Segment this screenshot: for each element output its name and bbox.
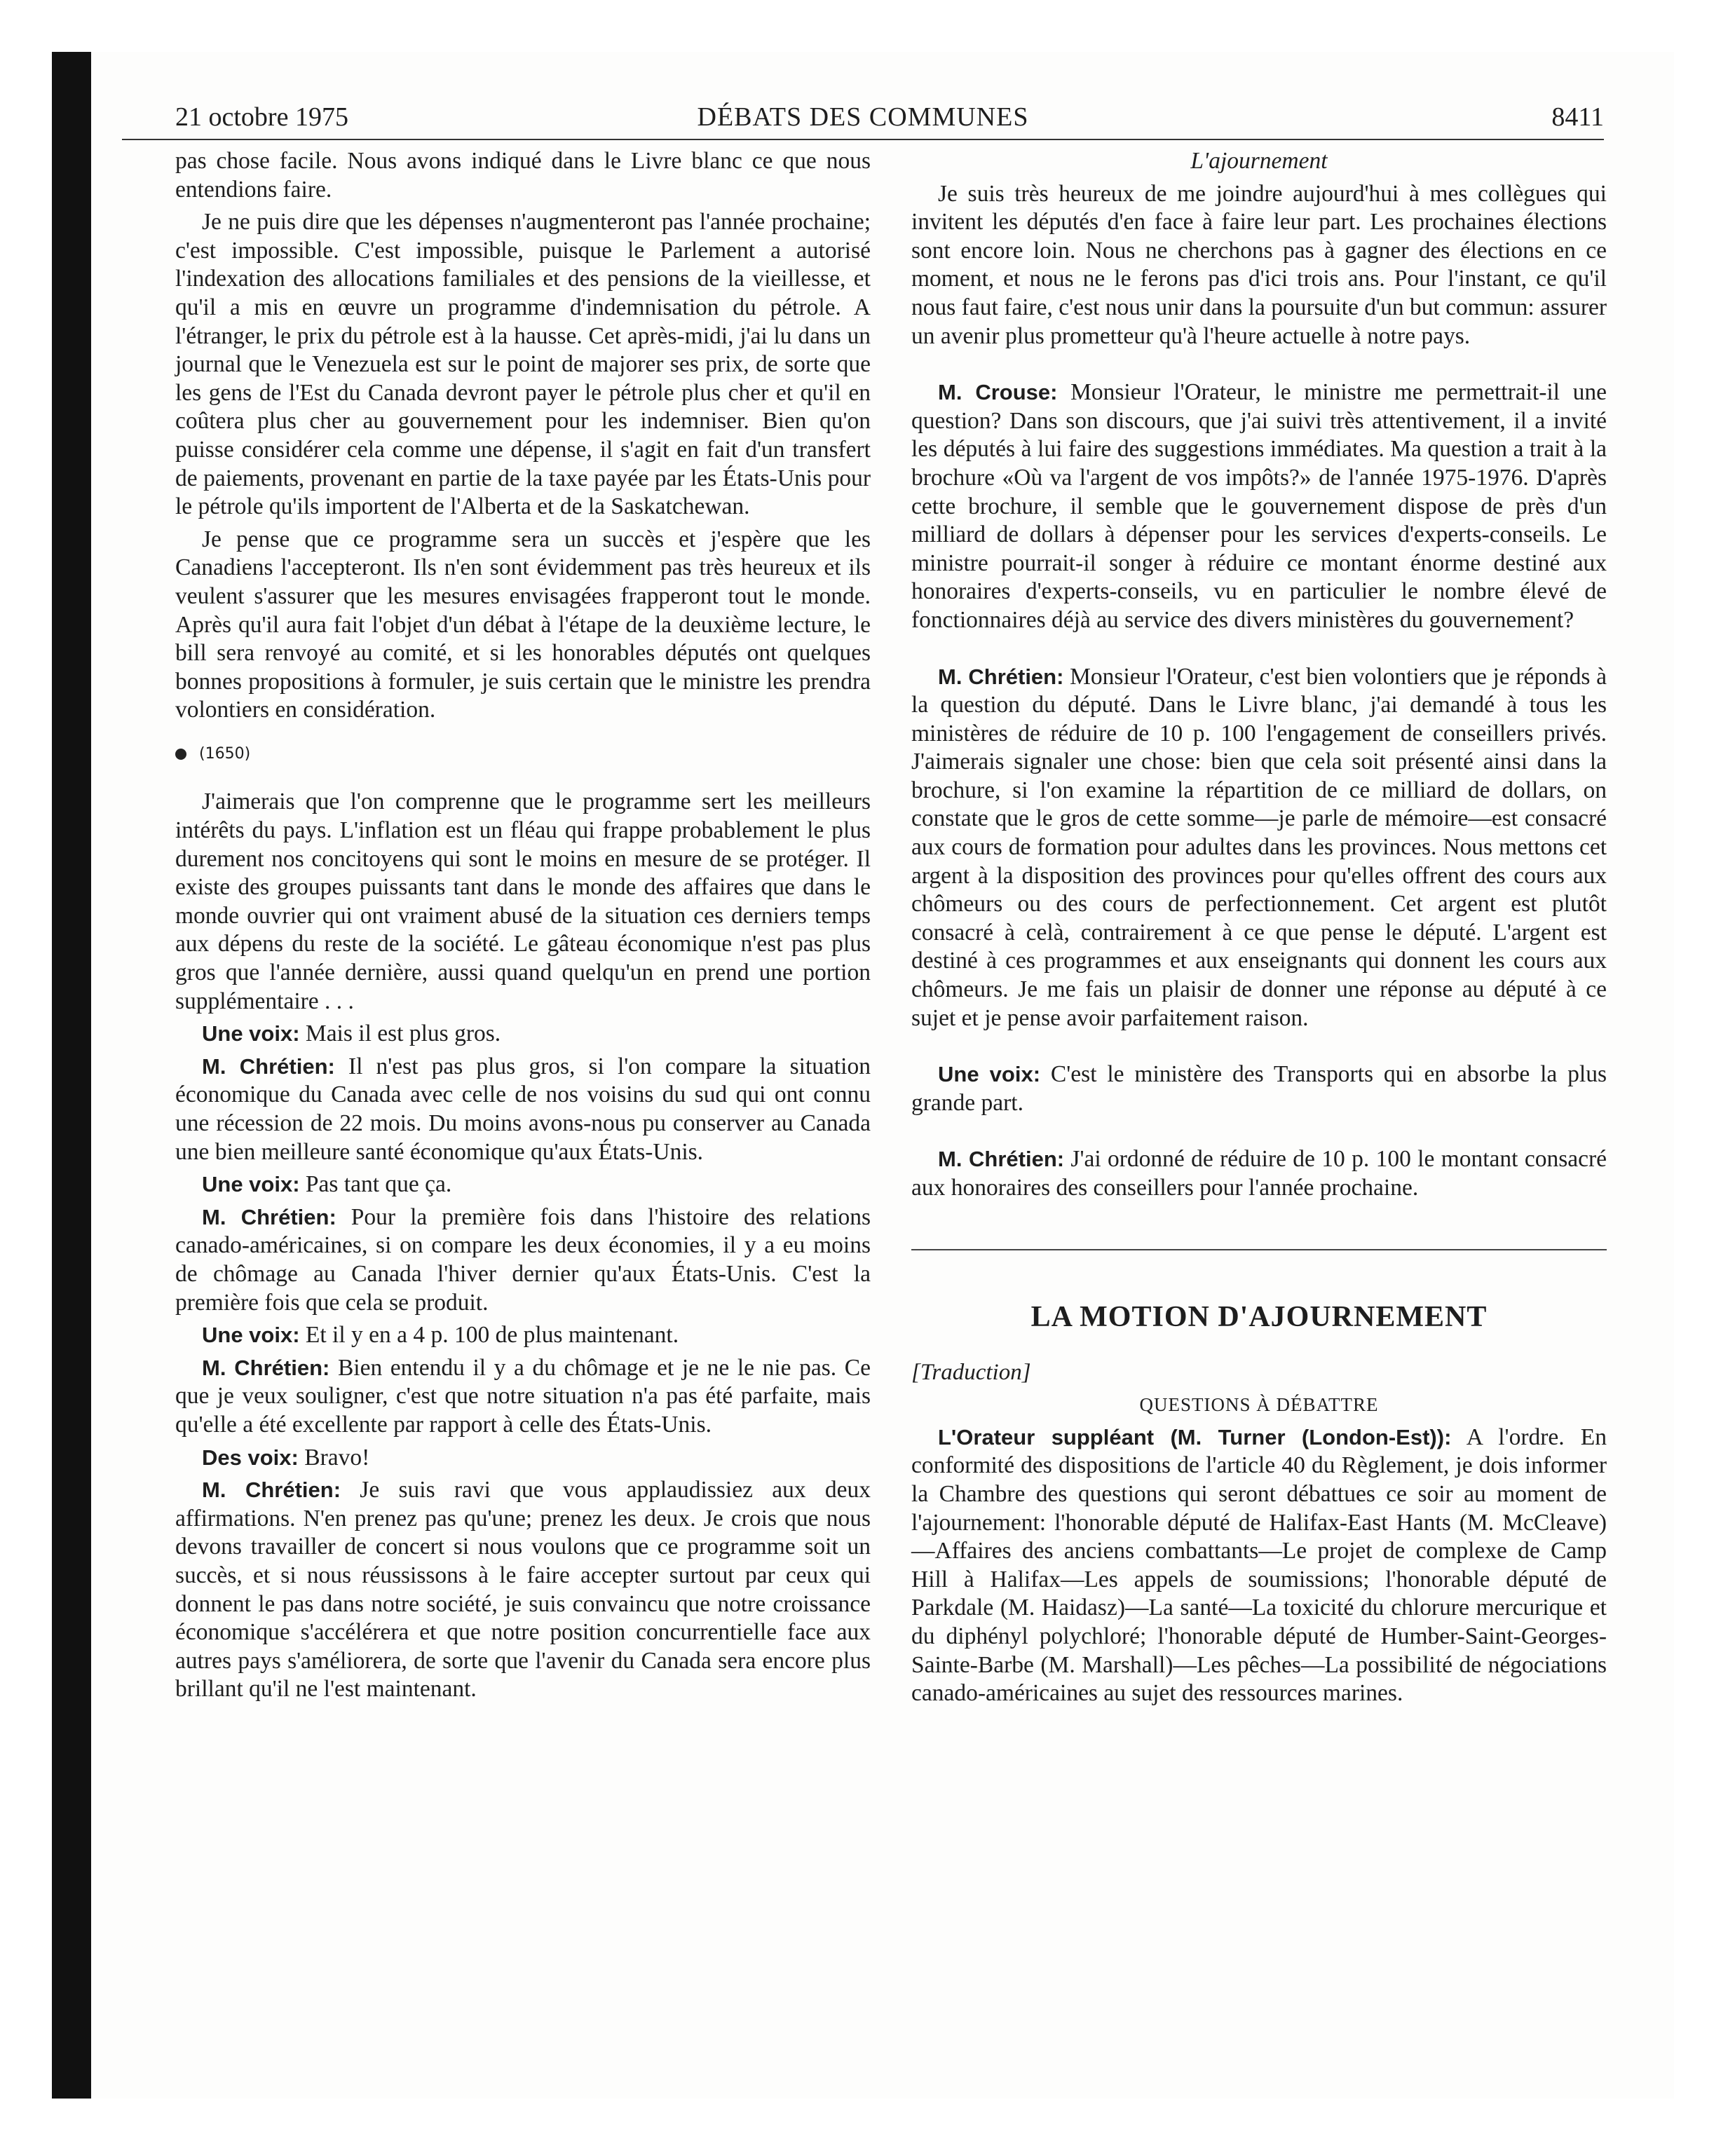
header-title: DÉBATS DES COMMUNES <box>697 102 1029 132</box>
right-column <box>911 147 1607 1712</box>
speech <box>911 1060 1607 1117</box>
speech <box>911 663 1607 1033</box>
speaker: Une voix: <box>202 1323 300 1348</box>
bullet-icon <box>175 749 186 760</box>
speech-text: Monsieur l'Orateur, c'est bien volontiers que je réponds à la question du député. Dans le Livre blanc, j'ai demandé à tous les ministères de réduire de 10 p. 100 l'engagement de conseillers privés. J'aimerais signaler une chose: bien que cela soit présenté ainsi dans la brochure, si l'on examine la répartition de ce milliard de dollars, on constate que le gros de cette somme—je parle de mémoire—est consacré aux cours de formation pour adultes dans les provinces. Nous mettons cet argent à la disposition des provinces pour qu'elles offrent des cours aux chômeurs ou des cours de perfectionnement. Cet argent est plutôt consacré à celà, contrairement à ce que pense le député. L'argent est destiné à ces programmes et aux enseignants qui donnent les cours aux chômeurs. Je me fais un plaisir de donner une réponse au député à ce sujet et je pense avoir parfaitement raison. <box>911 663 1607 1031</box>
speaker: Une voix: <box>202 1021 300 1046</box>
speaker: M. Chrétien: <box>202 1204 336 1229</box>
speech-text: Bien entendu il y a du chômage et je ne le nie pas. Ce que je veux souligner, c'est que notre situation n'a pas été parfaite, mais qu'elle a été excellente par rapport à celle des États-Unis. <box>175 1354 871 1438</box>
translation-note: [Traduction] <box>911 1359 1031 1385</box>
speech-text: Et il y en a 4 p. 100 de plus maintenant. <box>299 1322 679 1349</box>
paragraph: Je suis très heureux de me joindre aujourd'hui à mes collègues qui invitent les députés d'en face à faire leur part. Les prochaines élections sont encore loin. Nous ne cherchons pas à gagner des élections en ce moment, et nous ne le ferons pas d'ici trois ans. Pour l'instant, ce qu'il nous faut faire, c'est nous unir dans la poursuite d'un but commun: assurer un avenir plus prometteur qu'à l'heure actuelle à notre pays. <box>911 180 1607 349</box>
speaker: M. Chrétien: <box>938 664 1064 689</box>
speaker: Une voix: <box>938 1062 1041 1087</box>
speech <box>175 1203 871 1317</box>
speech-text: Je suis ravi que vous applaudissiez aux deux affirmations. N'en prenez pas qu'une; prenez les deux. Je crois que nous devons travailler de concert si nous voulons que ce programme soit un succès, et si nous réussissons à le faire accepter surtout par ceux qui donnent le pas dans notre société, je suis convaincu que notre croissance économique s'accélérera et que notre position concurrentielle face aux autres pays s'améliorera, de sorte que l'avenir du Canada sera encore plus brillant qu'il ne l'est maintenant. <box>175 1477 871 1703</box>
speech-text: C'est le ministère des Transports qui en absorbe la plus grande part. <box>911 1061 1607 1116</box>
speech-text: Bravo! <box>298 1444 370 1471</box>
speech-text: A l'ordre. En conformité des dispositions de l'article 40 du Règlement, je dois informer la Chambre des questions qui seront débattues ce soir au moment de l'ajournement: l'honorable député de Halifax-East Hants (M. McCleave)—Affaires des anciens combattants—Le projet de complexe de Camp Hill à Halifax—Les appels de soumissions; l'honorable député de Parkdale (M. Haidasz)—La santé—La toxicité du chlorure mercurique et du diphényl polychloré; l'honorable député de Humber-Saint-Georges-Sainte-Barbe (M. Marshall)—Les pêches—La possibilité de négociations canado-américaines au sujet des ressources marines. <box>911 1424 1607 1707</box>
speaker: M. Chrétien: <box>938 1147 1065 1172</box>
running-head: L'ajournement <box>1190 148 1328 174</box>
speech-text: Pour la première fois dans l'histoire des relations canado-américaines, si on compare les deux économies, il y a eu moins de chômage au Canada l'hiver dernier qu'aux États-Unis. C'est la première fois que cela se produit. <box>175 1203 871 1316</box>
speech <box>175 1053 871 1166</box>
timestamp-marker <box>175 740 871 769</box>
speaker: M. Chrétien: <box>202 1053 335 1079</box>
left-column <box>175 147 871 1708</box>
speech <box>175 1321 871 1350</box>
page-header <box>122 100 1604 140</box>
speaker: L'Orateur suppléant (M. Turner (London-Est)): <box>938 1424 1452 1449</box>
speech-text: Pas tant que ça. <box>299 1171 452 1198</box>
paragraph: Je ne puis dire que les dépenses n'augmenteront pas l'année prochaine; c'est impossible. C'est impossible, puisque le Parlement a autorisé l'indexation des allocations familiales et des pensions de la vieillesse, et qu'il a mis en œuvre un programme d'indemnisation du pétrole. A l'étranger, le prix du pétrole est à la hausse. Cet après-midi, j'ai lu dans un journal que le Venezuela est sur le point de majorer ses prix, de sorte que les gens de l'Est du Canada devront payer le pétrole plus cher et qu'il en coûtera plus cher au gouvernement pour les indemniser. Bien qu'on puisse considérer cela comme une dépense, il s'agit en fait d'un transfert de paiements, provenant en partie de la taxe payée par les États-Unis pour le pétrole qu'ils importent de l'Alberta et de la Saskatchewan. <box>175 209 871 520</box>
speaker: M. Chrétien: <box>202 1478 341 1503</box>
paragraph: Je pense que ce programme sera un succès et j'espère que les Canadiens l'accepteront. Ils n'en sont évidemment pas très heureux et ils veulent s'assurer que les mesures envisagées frapperont tout le monde. Après qu'il aura fait l'objet d'un débat à l'étape de la deuxième lecture, le bill sera renvoyé au comité, et si les honorables députés ont quelques bonnes propositions à formuler, je suis certain que le ministre les prendra volontiers en considération. <box>175 526 871 723</box>
timestamp: (1650) <box>199 744 251 763</box>
speaker: M. Crouse: <box>938 380 1058 405</box>
scan-binding-edge <box>52 52 91 2099</box>
speech <box>911 1145 1607 1202</box>
speaker: Une voix: <box>202 1172 300 1197</box>
header-date: 21 octobre 1975 <box>175 102 348 132</box>
speech <box>911 378 1607 634</box>
paragraph: J'aimerais que l'on comprenne que le programme sert les meilleurs intérêts du pays. L'inflation est un fléau qui frappe probablement le plus durement nos concitoyens qui sont le moins en mesure de se protéger. Il existe des groupes puissants tant dans le monde des affaires que dans le monde ouvrier qui ont vraiment abusé de la situation ces derniers temps aux dépens du reste de la société. Le gâteau économique n'est pas plus gros que l'année dernière, aussi quand quelqu'un en prend une portion supplémentaire . . . <box>175 789 871 1014</box>
subheading: QUESTIONS À DÉBATTRE <box>1139 1394 1379 1416</box>
speech <box>911 1424 1607 1708</box>
speech-text: J'ai ordonné de réduire de 10 p. 100 le montant consacré aux honoraires des conseillers pour l'année prochaine. <box>911 1146 1607 1201</box>
page-number: 8411 <box>1551 102 1604 132</box>
section-title: LA MOTION D'AJOURNEMENT <box>1030 1300 1488 1333</box>
speech-text: Monsieur l'Orateur, le ministre me permettrait-il une question? Dans son discours, que j'ai suivi très attentivement, il a invité les députés à lui faire des suggestions immédiates. Ma question a trait à la brochure «Où va l'argent de vos impôts?» de l'année 1975-1976. D'après cette brochure, il semble que le gouvernement dispose de près d'un milliard de dollars à dépenser pour les services d'experts-conseils. Le ministre pourrait-il songer à réduire ce montant énorme destiné aux honoraires d'experts-conseils, vu en particulier le nombre élevé de fonctionnaires déjà au service des divers ministères du gouvernement? <box>911 379 1607 633</box>
speech <box>175 1020 871 1049</box>
speech-text: Il n'est pas plus gros, si l'on compare la situation économique du Canada avec celle de nos voisins du sud qui ont connu une récession de 22 mois. Du moins avons-nous pu conserver au Canada une bien meilleure santé économique qu'aux États-Unis. <box>175 1053 871 1165</box>
paragraph: pas chose facile. Nous avons indiqué dans le Livre blanc ce que nous entendions faire. <box>175 148 871 203</box>
speech <box>175 1476 871 1704</box>
speech-text: Mais il est plus gros. <box>299 1021 501 1047</box>
section-divider <box>911 1249 1607 1250</box>
speech <box>175 1444 871 1473</box>
speech <box>175 1171 871 1199</box>
speech <box>175 1354 871 1440</box>
speaker: Des voix: <box>202 1445 299 1470</box>
speaker: M. Chrétien: <box>202 1355 330 1380</box>
